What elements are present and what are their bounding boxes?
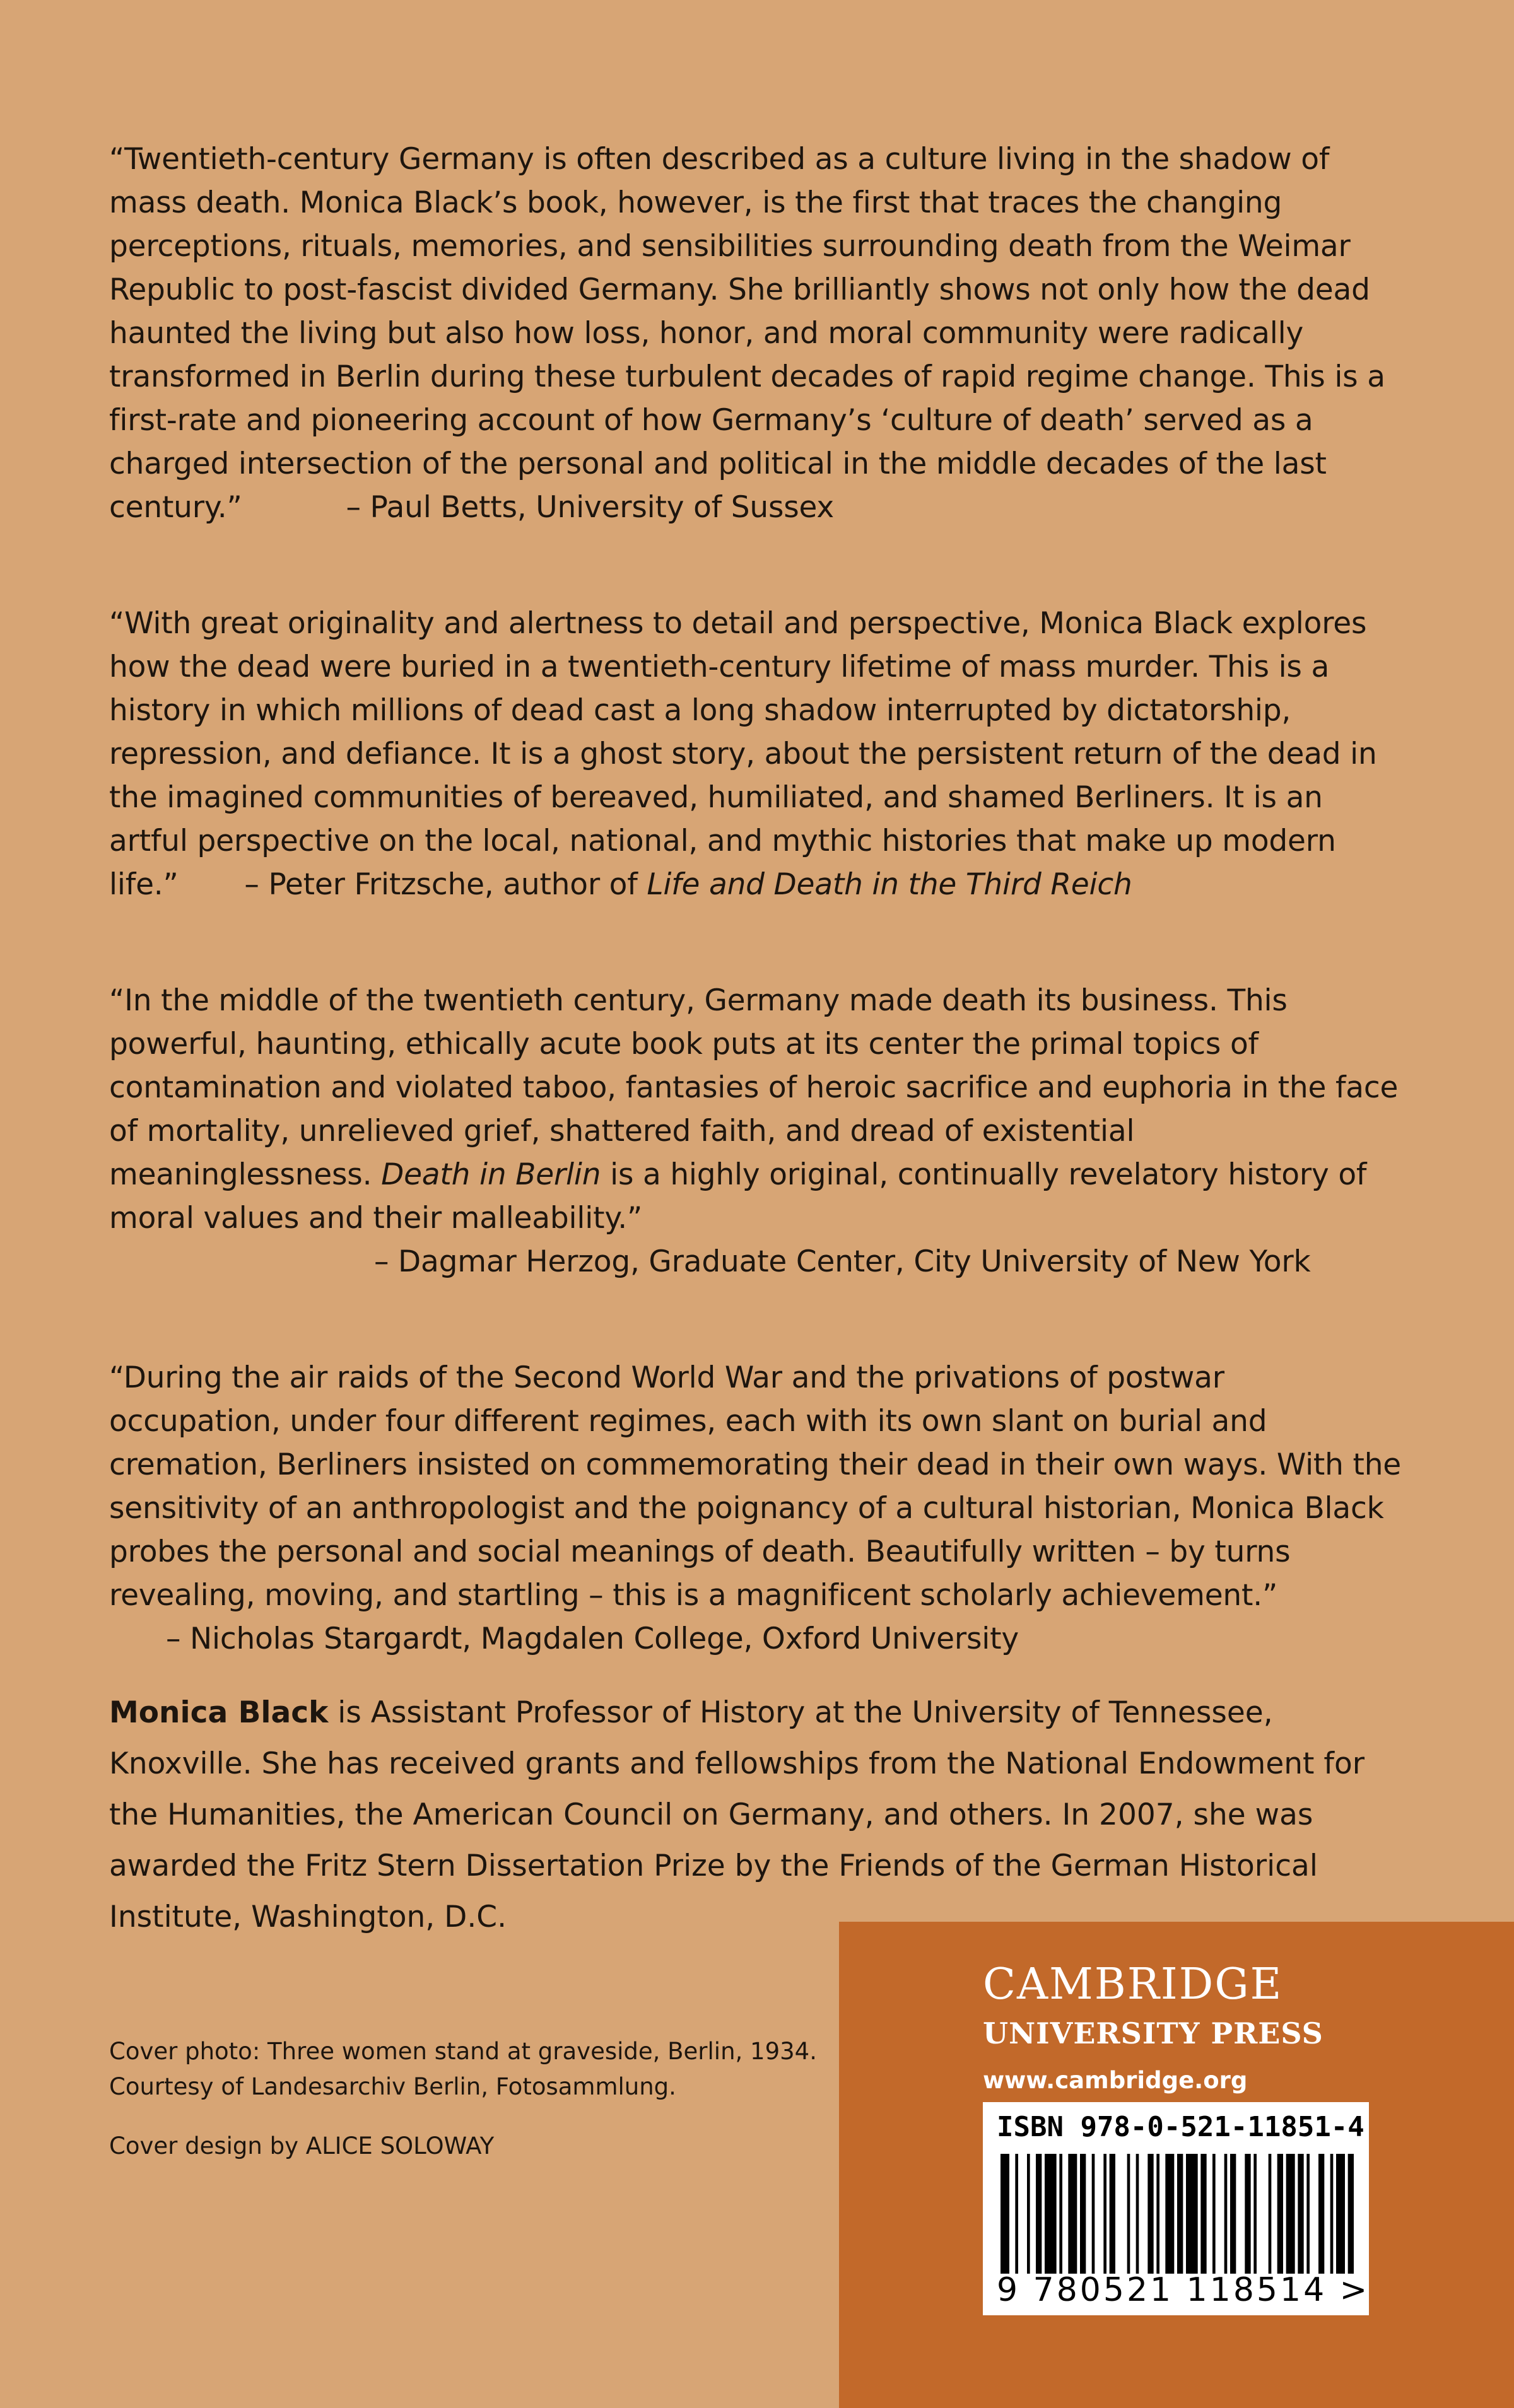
barcode-bar [1253,2154,1257,2274]
barcode-bar [1348,2154,1354,2274]
publisher-name: CAMBRIDGE [983,1960,1283,2009]
barcode-bar [1269,2154,1272,2274]
isbn-barcode [983,2102,1369,2315]
barcode-bar [1103,2154,1106,2274]
author-name: Monica Black [109,1695,329,1730]
barcode-bar [1212,2154,1216,2274]
author-bio-text: is Assistant Professor of History at the University of Tennessee, Knoxville. She has received grants and fellowships from the National Endowment for the Humanities, the American Council on Germany, and others. In 2007, she was awarded the Fritz Stern Dissertation Prize by the Friends of the German Historical Institute, Washington, D.C. [109,1695,1365,1934]
barcode-bar [1001,2154,1009,2274]
endorsement-attribution: – Paul Betts, University of Sussex [346,490,835,525]
endorsement-attribution: – Dagmar Herzog, Graduate Center, City University of New York [374,1244,1311,1279]
barcode-bar [1127,2154,1130,2274]
barcode-bar [1330,2154,1334,2274]
barcode-bar [1080,2154,1086,2274]
endorsements [109,137,1402,1733]
barcode-bar [1230,2154,1236,2274]
endorsement-fritzsche [109,602,1402,906]
barcode-bar [1027,2154,1030,2274]
barcode-bar [1177,2154,1183,2274]
barcode-bar [1336,2154,1345,2274]
barcode-bar [1045,2154,1057,2274]
barcode-bar [1059,2154,1062,2274]
publisher-url: www.cambridge.org [983,2067,1248,2094]
endorsement-text-end: is a highly original, continually revelatory history of moral values and their malleability.” [109,1157,1367,1236]
barcode-bar [1306,2154,1310,2274]
isbn-label: ISBN 978-0-521-11851-4 [997,2111,1364,2143]
barcode-bar [1286,2154,1295,2274]
book-title: Death in Berlin [381,1157,601,1192]
cover-credits [109,2034,817,2164]
barcode-bar [1200,2154,1206,2274]
author-bio [109,1687,1421,1943]
endorsement-text-start: “In the middle of the twentieth century, Germany made death its business. This powerful, haunting, ethically acute book puts at its center the primal topics of contamination and violated taboo, fantasies of heroic sacrifice and euphoria in the face of mortality, unrelieved grief, shattered faith, and dread of existential meaninglessness. [109,983,1399,1192]
barcode-bar [1165,2154,1174,2274]
cover-design-credit: Cover design by ALICE SOLOWAY [109,2132,495,2160]
endorsement-attribution: – Nicholas Stargardt, Magdalen College, Oxford University [166,1622,1019,1656]
barcode-bar [1147,2154,1153,2274]
barcode-bar [1068,2154,1077,2274]
endorsement-herzog [109,979,1402,1283]
barcode-bar [1036,2154,1042,2274]
endorsement-text: “Twentieth-century Germany is often described as a culture living in the shadow of mass death. Monica Black’s book, however, is the first that traces the changing perceptions, rituals, memories, and sensibilities surrounding death from the Weimar Republic to post-fascist divided Germany. She brilliantly shows not only how the dead haunted the living but also how loss, honor, and moral community were radically transformed in Berlin during these turbulent decades of rapid regime change. This is a first-rate and pioneering account of how Germany’s ‘culture of death’ served as a charged intersection of the personal and political in the middle decades of the last century.” [109,142,1385,525]
publisher-subtitle: UNIVERSITY PRESS [983,2016,1323,2050]
endorsement-attribution [244,867,1132,902]
endorsement-text: “During the air raids of the Second World War and the privations of postwar occupation, under four different regimes, each with its own slant on burial and cremation, Berliners insisted on commemorating their dead in their own ways. With the sensitivity of an anthropologist and the poignancy of a cultural historian, Monica Black probes the personal and social meanings of death. Beautifully written – by turns revealing, moving, and startling – this is a magnificent scholarly achievement.” [109,1360,1402,1613]
attribution-author: – Peter Fritzsche, author of [244,867,638,902]
barcode-digits: 9 780521 118514 > [997,2271,1370,2309]
publisher-panel [839,1922,1514,2408]
barcode-bar [1015,2154,1018,2274]
attribution-book-title: Life and Death in the Third Reich [647,867,1132,902]
barcode-bar [1136,2154,1139,2274]
barcode-bar [1110,2154,1115,2274]
barcode-bar [1298,2154,1303,2274]
barcode-bar [1186,2154,1198,2274]
endorsement-betts [109,137,1402,529]
endorsement-text: “With great originality and alertness to detail and perspective, Monica Black explores how the dead were buried in a twentieth-century lifetime of mass murder. This is a history in which millions of dead cast a long shadow interrupted by dictatorship, repression, and defiance. It is a ghost story, about the persistent return of the dead in the imagined communities of bereaved, humiliated, and shamed Berliners. It is an artful perspective on the local, national, and mythic histories that make up modern life.” [109,606,1377,902]
cover-photo-courtesy: Courtesy of Landesarchiv Berlin, Fotosammlung. [109,2073,676,2100]
endorsement-stargardt [109,1356,1402,1661]
barcode-bar [1156,2154,1159,2274]
barcode-bar [1318,2154,1324,2274]
barcode-bars [1001,2154,1354,2274]
cover-photo-credit: Cover photo: Three women stand at graveside, Berlin, 1934. [109,2038,817,2065]
barcode-bar [1277,2154,1283,2274]
barcode-bar [1245,2154,1250,2274]
barcode-bar [1092,2154,1095,2274]
barcode-bar [1224,2154,1228,2274]
